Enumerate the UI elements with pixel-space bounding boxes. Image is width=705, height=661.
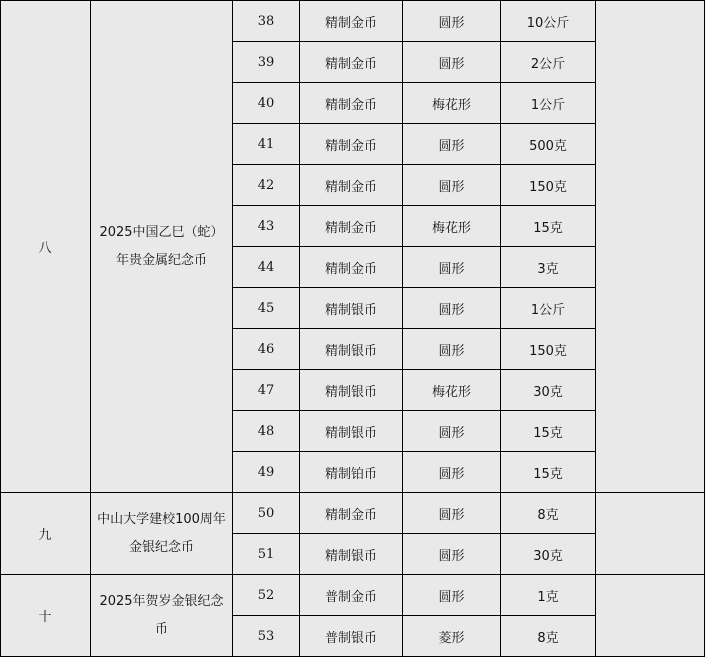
coin-weight: 30克 [501,534,596,575]
section-index-9: 九 [1,493,91,575]
coin-shape: 圆形 [403,247,501,288]
coin-shape: 圆形 [403,534,501,575]
coin-shape: 梅花形 [403,83,501,124]
coin-shape: 圆形 [403,288,501,329]
serial-number: 49 [233,452,300,493]
coin-weight: 150克 [501,329,596,370]
coin-weight: 8克 [501,493,596,534]
coin-type: 精制铂币 [300,452,403,493]
coin-weight: 15克 [501,452,596,493]
coin-type: 精制银币 [300,329,403,370]
coin-weight: 150克 [501,165,596,206]
serial-number: 44 [233,247,300,288]
remark-cell [596,493,705,575]
project-name-8: 2025中国乙巳（蛇）年贵金属纪念币 [91,1,233,493]
serial-number: 46 [233,329,300,370]
section-index-10: 十 [1,575,91,657]
coin-type: 精制金币 [300,42,403,83]
coin-shape: 圆形 [403,329,501,370]
coin-type: 精制金币 [300,206,403,247]
remark-cell [596,575,705,657]
coin-type: 精制银币 [300,288,403,329]
table-row [1,493,705,534]
serial-number: 47 [233,370,300,411]
coin-weight: 8克 [501,616,596,657]
coin-weight: 2公斤 [501,42,596,83]
serial-number: 43 [233,206,300,247]
serial-number: 51 [233,534,300,575]
serial-number: 52 [233,575,300,616]
coin-type: 精制金币 [300,124,403,165]
coin-weight: 15克 [501,411,596,452]
coin-type: 精制金币 [300,493,403,534]
coin-type: 精制银币 [300,411,403,452]
coin-shape: 圆形 [403,411,501,452]
coin-weight: 1克 [501,575,596,616]
coin-type: 精制金币 [300,247,403,288]
coin-type: 精制金币 [300,165,403,206]
serial-number: 40 [233,83,300,124]
project-name-10: 2025年贺岁金银纪念币 [91,575,233,657]
coin-type: 精制银币 [300,370,403,411]
coin-shape: 圆形 [403,1,501,42]
coin-shape: 圆形 [403,124,501,165]
coin-shape: 梅花形 [403,206,501,247]
serial-number: 39 [233,42,300,83]
serial-number: 50 [233,493,300,534]
coin-weight: 30克 [501,370,596,411]
coin-weight: 1公斤 [501,288,596,329]
table-row [1,1,705,42]
coin-shape: 圆形 [403,165,501,206]
coin-shape: 菱形 [403,616,501,657]
coin-type: 精制金币 [300,83,403,124]
project-name-9: 中山大学建校100周年金银纪念币 [91,493,233,575]
coin-type: 精制银币 [300,534,403,575]
serial-number: 41 [233,124,300,165]
coin-shape: 梅花形 [403,370,501,411]
coin-weight: 1公斤 [501,83,596,124]
coin-type: 普制金币 [300,575,403,616]
coin-type: 精制金币 [300,1,403,42]
coin-type: 普制银币 [300,616,403,657]
coin-weight: 10公斤 [501,1,596,42]
section-index-8: 八 [1,1,91,493]
coin-shape: 圆形 [403,42,501,83]
serial-number: 38 [233,1,300,42]
serial-number: 45 [233,288,300,329]
table-row [1,575,705,616]
coin-shape: 圆形 [403,493,501,534]
coin-shape: 圆形 [403,452,501,493]
serial-number: 48 [233,411,300,452]
serial-number: 53 [233,616,300,657]
coin-weight: 3克 [501,247,596,288]
coin-shape: 圆形 [403,575,501,616]
coin-weight: 15克 [501,206,596,247]
serial-number: 42 [233,165,300,206]
remark-cell [596,1,705,493]
coin-weight: 500克 [501,124,596,165]
